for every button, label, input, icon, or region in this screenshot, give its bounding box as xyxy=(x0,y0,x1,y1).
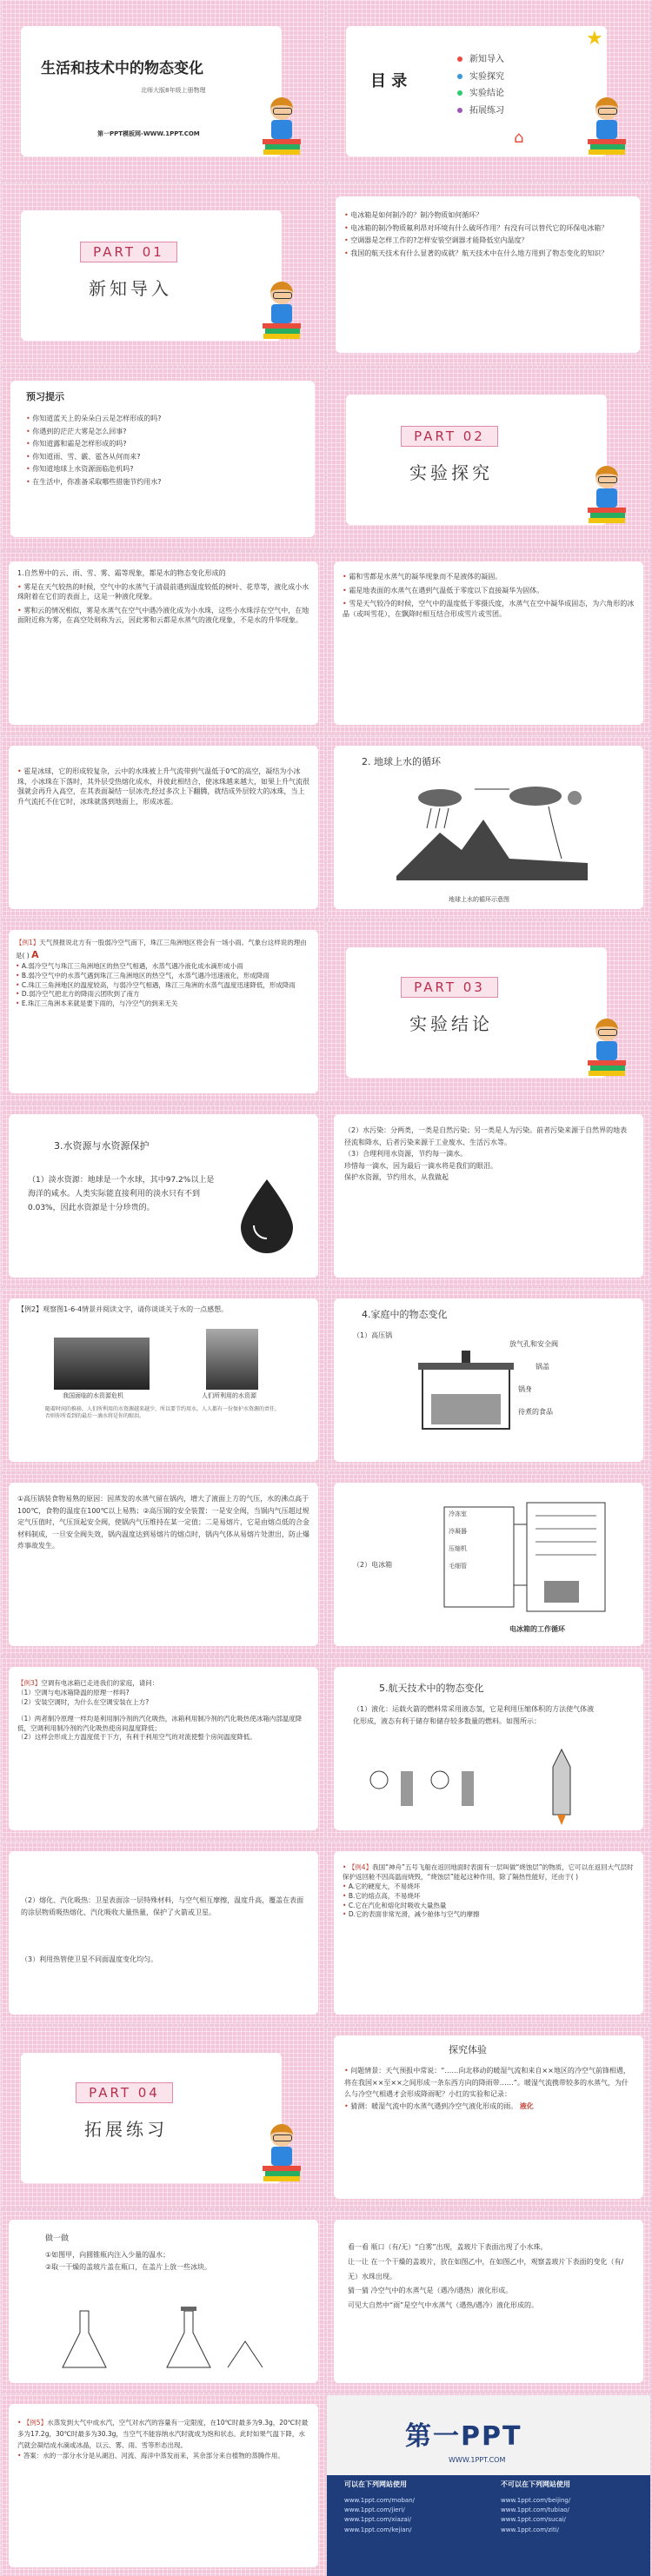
list-item: • 你知道雨、雪、霰、雹各从何而来? xyxy=(26,452,141,461)
photo-caption: 我国面临的水资源危机 xyxy=(63,1392,123,1399)
slide-heading: 4.家庭中的物态变化 xyxy=(362,1309,448,1320)
slide-18[interactable] xyxy=(327,1474,650,1655)
paragraph: 保护水资源，节约用水，从我做起 xyxy=(344,1173,449,1182)
slide-24[interactable] xyxy=(327,2027,650,2208)
menu-item-3[interactable]: 实验结论 xyxy=(457,88,504,100)
slide-23[interactable] xyxy=(2,2027,325,2208)
list-item: • 你遇到的茫茫大雾是怎么回事? xyxy=(26,427,127,435)
list-item: • 电冰箱是如何制冷的？制冷物质如何循环？ xyxy=(344,211,483,219)
slide-2[interactable] xyxy=(327,0,650,181)
boy-reading-icon xyxy=(263,96,301,156)
slide-21[interactable] xyxy=(2,1842,325,2023)
pressure-cooker-diagram xyxy=(414,1342,518,1437)
water-drop-icon xyxy=(232,1175,302,1253)
label-body: 锅身 xyxy=(518,1385,532,1393)
option: • B.弱冷空气中的水蒸气遇到珠江三角洲地区的热空气，水蒸气遇冷迅速液化，形成降雨 xyxy=(16,971,269,979)
content-card xyxy=(334,2035,643,2199)
water-cycle-diagram xyxy=(388,780,596,893)
menu-item-2[interactable]: 实验探究 xyxy=(457,71,504,83)
flask-icon xyxy=(167,2311,210,2367)
link[interactable]: www.1ppt.com/tubiao/ xyxy=(501,2506,569,2514)
dot-icon xyxy=(457,74,462,79)
paragraph: 珍惜每一滴水，因为最后一滴水将是我们的眼泪。 xyxy=(344,1161,497,1170)
boy-reading-icon xyxy=(263,280,301,341)
slide-26[interactable] xyxy=(327,2211,650,2392)
slide-heading: 2. 地球上水的循环 xyxy=(362,756,441,767)
hint-list xyxy=(26,414,304,490)
section-title: 新知导入 xyxy=(89,278,172,299)
subheading: （1）高压锅 xyxy=(353,1331,393,1339)
section-title: 实验探究 xyxy=(409,462,493,483)
dot-icon xyxy=(457,56,462,62)
house-icon: ⌂ xyxy=(514,129,524,147)
slide-10[interactable] xyxy=(327,737,650,918)
list-item: ②取一干燥的盖玻片盖在瓶口，在盖片上放一些冰块。 xyxy=(45,2262,212,2271)
slide-12[interactable] xyxy=(327,921,650,1102)
list-item: • 雾是在天气较热的时候，空气中的水蒸气于清晨前遇到温度较低的树叶、花草等，液化成小水珠附着在它们的表面上，这是一种液化现象。 xyxy=(17,582,309,601)
evaporation-arrow xyxy=(549,807,562,859)
slide-13[interactable] xyxy=(2,1105,325,1286)
list-item: • 雾和云的情况相似，雾是水蒸气在空气中遇冷液化成为小水珠，这些小水珠浮在空气中，在地面附近称为雾，在高空处则称为云，因此雾和云都是水蒸气的液化现象，不是水的升华现象。 xyxy=(17,606,309,625)
heat-pipe-text: （3）利用热管使卫星不同面温度变化均匀。 xyxy=(21,1955,158,1963)
list-item: 1.自然界中的云、雨、雪、雾、霜等现象，都是水的物态变化形成的 xyxy=(17,569,226,577)
hail-text: • 雹是冰球，它的形成较复杂，云中的水珠被上升气流带到气温低于0℃的高空，凝结为小冰珠，小冰珠在下落时，其外层受热熔化成水，并彼此相结合，使冰珠越来越大，如果上升气流很强就会再升入高空，在其表面凝结一层冰壳,经过多次上下翻腾，就结成外层较大的冰珠，当上升气流托不住它时，冰珠就落到地面上，形成冰雹。 xyxy=(17,767,309,806)
link[interactable]: www.1ppt.com/ziti/ xyxy=(501,2526,560,2533)
cooker-explanation: ①高压锅装食物易熟的原因：因蒸发的水蒸气留在锅内，增大了液面上方的气压，水的沸点高于100℃，食物的温度在100℃以上易熟；②高压锅的安全装置：一是安全阀，当锅内气压超过规定气压值时，气压顶起安全阀，使锅内气压维持在某一定值；二是易熔片，它是由熔点低的合金材料制成，一旦安全阀失效，锅内温度达到易熔片的熔点时，锅内气体从易熔片处泄出，防止爆炸事故发生。 xyxy=(17,1495,309,1550)
subheading: （2）电冰箱 xyxy=(353,1561,393,1569)
rocket-fuel-diagram xyxy=(362,1745,614,1828)
example-question: • 【例5】水蒸发到大气中成水汽，空气对水汽的容量有一定限度，在10℃时最多为9.3g，20℃时最多为17.2g，30℃时最多为30.3g，当空气不能容纳水汽时就成为饱和状态。此时如果气温下降，水汽就会凝结成水滴或冰晶，以云、雾、雨、雪等形态出现。 xyxy=(17,2419,309,2449)
fill-line: 让一让 在一个干燥的盖玻片，放在如图乙中，在如图乙中，观察盖玻片下表面的变化（有/无）水珠出现。 xyxy=(348,2257,624,2281)
allowed-links xyxy=(344,2496,415,2535)
boy-reading-icon xyxy=(263,2122,301,2183)
photo-description: 随着时间的推移，人们所利用的水资源越来越少，所以要节约用水，人人都有一份保护水资源的责任，否则你所看到的最后一滴水将是你的眼泪。 xyxy=(45,1406,281,1420)
slide-6[interactable] xyxy=(327,368,650,549)
slide-15[interactable] xyxy=(2,1290,325,1471)
link[interactable]: www.1ppt.com/moban/ xyxy=(344,2497,416,2504)
list-item: • 雪是天气较冷的时候，空气中的温度低于零摄氏度，水蒸气在空中凝华成固态，为六角形的冰晶（或叫雪花），在飘降时相互结合形成雪片或雪团。 xyxy=(343,600,635,618)
diagram-caption: 电冰箱的工作循环 xyxy=(509,1625,565,1633)
fill-line: 看一看 瓶口（有/无）“白雾”出现，盖玻片下表面出现了小水珠。 xyxy=(348,2243,548,2251)
pollution-text xyxy=(344,1125,631,1184)
steps-list xyxy=(45,2249,271,2273)
label-compressor: 压缩机 xyxy=(449,1545,467,1552)
photo-caption: 人们所利用的水资源 xyxy=(202,1392,256,1399)
option: • E.珠江三角洲本来就是要下雨的，与冷空气的到来无关 xyxy=(16,999,178,1008)
menu-item-4[interactable]: 拓展练习 xyxy=(457,105,504,117)
slide-heading: 探究体验 xyxy=(449,2044,487,2055)
rocket-icon xyxy=(553,1749,570,1815)
allowed-title: 可以在下列网站使用 xyxy=(344,2480,407,2488)
highlight-word: 液化 xyxy=(519,2101,534,2110)
label-condenser: 冷凝器 xyxy=(449,1528,467,1535)
label-food: 待煮的食品 xyxy=(518,1408,553,1416)
dot-icon xyxy=(457,108,462,113)
part-label: PART 04 xyxy=(76,2082,173,2103)
ablation-text: （2）熔化、汽化吸热：卫星表面涂一层特殊材料，与空气相互摩擦，温度升高，覆盖在表面的涂层物质吸热熔化、汽化吸收大量热量，保护了火箭或卫星。 xyxy=(21,1896,304,1917)
brand-tagline: WWW.1PPT.COM xyxy=(449,2456,506,2464)
slide-4[interactable] xyxy=(327,184,650,365)
example-block xyxy=(17,2418,309,2462)
label-lid: 锅盖 xyxy=(536,1363,549,1371)
slide-9[interactable] xyxy=(2,737,325,918)
list-item: • 你知道蓝天上的朵朵白云是怎样形成的吗? xyxy=(26,415,162,422)
section-title: 拓展练习 xyxy=(84,2119,168,2140)
slide-17[interactable] xyxy=(2,1474,325,1655)
example-block xyxy=(16,939,311,1009)
slide-20[interactable] xyxy=(327,1658,650,1839)
slide-7[interactable] xyxy=(2,553,325,734)
example-question: 【例2】观察图1-6-4情景并阅读文字，请你谈谈关于水的一点感想。 xyxy=(17,1305,229,1313)
slide-22[interactable] xyxy=(327,1842,650,2023)
boy-reading-icon xyxy=(588,1017,626,1078)
list-item: • 空调器是怎样工作的?怎样安装空调器才能降低室内温度？ xyxy=(344,236,529,245)
list-item: • 霜和雪都是水蒸气的凝华现象而不是液体的凝固。 xyxy=(343,573,502,581)
slide-19[interactable] xyxy=(2,1658,325,1839)
answer-mark: A xyxy=(31,948,39,960)
slide-5[interactable] xyxy=(2,368,325,549)
part-label: PART 02 xyxy=(401,426,498,447)
link[interactable]: www.1ppt.com/xiazai/ xyxy=(344,2516,412,2524)
list-item: • 你知道露和霜是怎样形成的吗? xyxy=(26,440,127,448)
text-list xyxy=(343,572,635,619)
label-valve: 放气孔和安全阀 xyxy=(509,1340,558,1348)
website-text: 第一PPT模板网-WWW.1PPT.COM xyxy=(97,130,200,137)
option: • C.珠江三角洲地区的温度较高，与弱冷空气相遇，珠江三角洲的水蒸气温度迅速降低，形成降雨 xyxy=(16,980,296,989)
liquefaction-text: （1）液化：运载火箭的燃料常采用液态氢，它是利用压缩体积的方法使气体液化形成，液态有利于储存和储存较多数量的燃料。如图所示： xyxy=(353,1705,595,1725)
dot-icon xyxy=(457,90,462,96)
label-freezer: 冷冻室 xyxy=(449,1510,467,1517)
brand-logo: 第一PPT xyxy=(405,2421,522,2452)
section-heading: 做一做 xyxy=(45,2234,70,2243)
content-card xyxy=(9,1851,318,2015)
example-block xyxy=(343,1863,635,1920)
example-question: 【例3】空调有电冰箱已走进我们的家庭，请问： xyxy=(17,1679,159,1687)
list-item: ①如图甲，向圆锥瓶内注入少量的温水； xyxy=(45,2251,170,2259)
slide-28[interactable] xyxy=(327,2395,650,2576)
slide-subtitle: 北师大版8年级上册物理 xyxy=(141,87,206,94)
menu-item-1[interactable]: 新知导入 xyxy=(457,54,504,66)
list-item: • 问题情景：天气预报中常说：“……向北移动的暖湿气流和来自××地区的冷空气前锋相遇，将在我国××至××之间形成一条东西方向的降雨带……”。暖湿气流携带较多的水蒸气，为什么与冷空气相遇才会形成降雨呢？小红的实验和记录： xyxy=(344,2067,630,2099)
drought-photo xyxy=(54,1338,150,1390)
slide-1[interactable] xyxy=(2,0,325,181)
slide-27[interactable] xyxy=(2,2395,325,2576)
answer-1: （1）两者制冷原理一样均是利用制冷剂的汽化吸热，冰箱利用制冷剂的汽化吸热使冰箱内部温度降低，空调利用制冷剂的汽化吸热使房间温度降低； xyxy=(17,1714,303,1732)
experience-list xyxy=(344,2065,631,2112)
text-list xyxy=(17,568,309,626)
link[interactable]: www.1ppt.com/kejian/ xyxy=(344,2526,412,2533)
slide-heading: 3.水资源与水资源保护 xyxy=(54,1140,150,1152)
rain-line xyxy=(444,808,449,828)
question-1: （1）空调与电冰箱降温的原理一样吗? xyxy=(17,1688,130,1696)
question-list xyxy=(344,210,631,261)
part-label: PART 01 xyxy=(80,242,177,262)
link[interactable]: www.1ppt.com/sucai/ xyxy=(501,2516,566,2524)
section-title: 实验结论 xyxy=(409,1013,493,1034)
link[interactable]: www.1ppt.com/beijing/ xyxy=(501,2497,571,2504)
slide-16[interactable] xyxy=(327,1290,650,1471)
cloud-icon xyxy=(418,789,462,807)
cloud-icon xyxy=(509,787,562,806)
list-item: • 在生活中，你准备采取哪些措施节约用水? xyxy=(26,477,162,486)
list-item: • 猜测：暖湿气流中的水蒸气遇到冷空气液化形成的雨。 液化 xyxy=(344,2101,534,2110)
rain-line xyxy=(427,808,431,828)
flask-experiment-diagram xyxy=(54,2307,263,2376)
slide-title: 生活和技术中的物态变化 xyxy=(41,60,203,77)
disallowed-title: 不可以在下列网站使用 xyxy=(501,2480,570,2488)
section-heading: 预习提示 xyxy=(26,391,64,402)
star-icon: ★ xyxy=(586,28,603,50)
fill-in-lines xyxy=(348,2241,626,2314)
menu-title: 目 录 xyxy=(370,72,408,90)
sun-icon xyxy=(568,791,582,805)
part-label: PART 03 xyxy=(401,977,498,998)
boy-reading-icon xyxy=(588,464,626,525)
link[interactable]: www.1ppt.com/jieri/ xyxy=(344,2506,405,2514)
option: • C.它在汽化和熔化时吸收大量热量 xyxy=(343,1901,447,1909)
slide-14[interactable] xyxy=(327,1105,650,1286)
water-tap-photo xyxy=(206,1329,258,1390)
fill-line: 可见大自然中“雨”是空气中水蒸气（遇热/遇冷）液化形成的。 xyxy=(348,2301,538,2310)
paragraph: （3）合理利用水资源，节约每一滴水。 xyxy=(344,1150,468,1159)
label-capillary: 毛细管 xyxy=(449,1563,467,1570)
diagram-caption: 地球上水的循环示意图 xyxy=(449,896,509,903)
rain-line xyxy=(436,808,440,828)
paragraph: （2）水污染：分两类，一类是自然污染；另一类是人为污染。前者污染来源于自然界的地表径流和降水，后者污染来源于工业废水、生活污水等。 xyxy=(344,1126,628,1146)
disallowed-links xyxy=(501,2496,570,2535)
slide-3[interactable] xyxy=(2,184,325,365)
list-item: • 霜是地表面的水蒸气在遇到气温低于零度以下直接凝华为固体。 xyxy=(343,586,544,594)
option: • A.它的硬度大，不易烧坏 xyxy=(343,1882,421,1890)
menu-list xyxy=(457,54,504,116)
fill-line: 猜一猜 冷空气中的水蒸气是（遇冷/遇热）液化形成。 xyxy=(348,2287,513,2295)
option: • D.弱冷空气把北方的降雨云团吹到了南方 xyxy=(16,990,140,999)
example-block xyxy=(17,1679,309,1743)
option: • D.它的表面非常光滑，减少舱体与空气的摩擦 xyxy=(343,1910,480,1919)
list-item: • 电冰箱的制冷物质氟利昂对环境有什么破坏作用？有没有可以替代它的环保电冰箱？ xyxy=(344,223,609,232)
example-question: 【例1】天气预报说北方有一股弱冷空气南下，珠江三角洲地区将会有一场小雨。气象台这样说的理由是( ) A xyxy=(16,939,307,960)
freshwater-text: （1）淡水资源：地球是一个水球，其中97.2%以上是海洋的咸水。人类实际能直接利用的淡水只有不到0.03%，因此水资源是十分珍贵的。 xyxy=(28,1176,215,1213)
answer-2: （2）这样会形成上方温度低于下方，有利于利用空气的对流使整个房间温度降低。 xyxy=(17,1733,256,1742)
slide-heading: 5.航天技术中的物态变化 xyxy=(379,1683,484,1694)
slide-25[interactable] xyxy=(2,2211,325,2392)
list-item: • 你知道地球上水资源面临危机吗? xyxy=(26,465,134,474)
flask-icon xyxy=(63,2311,106,2367)
question-2: （2）安装空调时，为什么在空调安装在上方? xyxy=(17,1697,150,1706)
answer: • 答案：水的一部分水分是从湖泊、河流、海洋中蒸发而来，其余部分来自植物的蒸腾作用。 xyxy=(17,2452,284,2460)
boy-reading-icon xyxy=(588,96,626,156)
slide-8[interactable] xyxy=(327,553,650,734)
example-question: • 【例4】我国“神舟”五号飞船在返回地面时表面有一层叫做“烧蚀层”的物质，它可以在返回大气层时保护返回舱不因高温而烧毁，“烧蚀层”能起这种作用，除了隔热性能好，还由于( ) xyxy=(343,1863,634,1881)
slide-11[interactable] xyxy=(2,921,325,1102)
option: • B.它的熔点高，不易烧坏 xyxy=(343,1891,421,1900)
list-item: • 我国的航天技术有什么显著的成就？航天技术中在什么地方用到了物态变化的知识？ xyxy=(344,249,609,257)
option: • A.弱冷空气与珠江三角洲地区的热空气相遇，水蒸气遇冷液化成水滴形成小雨 xyxy=(16,961,243,970)
